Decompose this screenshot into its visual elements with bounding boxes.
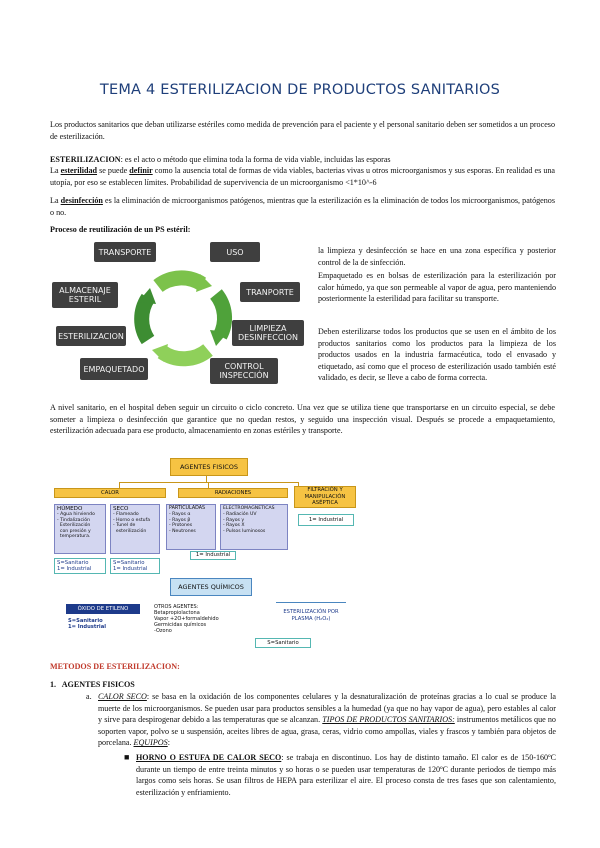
humedo-value: S=Sanitario 1= Industrial [54, 558, 106, 574]
bullet-icon: ■ [124, 752, 130, 762]
seco-value: S=Sanitario 1= Industrial [110, 558, 160, 574]
cycle-transporte: TRANSPORTE [94, 242, 156, 262]
desinfeccion-text: es la eliminación de microorganismos patógenos, mientras que la esterilización es la eliminación de todos los microorganismos, patógenos o no. [50, 196, 555, 217]
agentes-fisicos-header: AGENTES FISICOS [170, 458, 248, 476]
humedo-title: HÚMEDO [57, 506, 83, 512]
radiaciones-header: RADIACIONES [178, 488, 288, 498]
oxido-value: S=Sanitario 1= Industrial [68, 618, 106, 631]
otros-agentes-box [154, 604, 254, 650]
desinfeccion-pre: La [50, 196, 61, 205]
item-a-label: a. [86, 692, 92, 701]
cycle-uso: USO [210, 242, 260, 262]
esterilidad-text: como la ausencia total de formas de vida viables, bacterias vivas u otros microorganismos y sus esporas. En realidad es una utopía, por eso se establecen límites. Probabilidad de supervivencia de un microorganismo <1*10^-6 [50, 166, 556, 187]
calor-seco-text: : se basa en la oxidación de los componentes celulares y la desnaturalización de proteínas gracias a lo cual se produce la muerte de los microorganismos. Se pueden usar para productos sensibles a la humedad (ya que no hay vapor de agua), pero estables al calor y sirve para despirogenar debido a las temperaturas que se alcanzan. [98, 692, 556, 725]
seco-items: - Flameado - Horno o estufa - Tunel de esterilización [113, 512, 151, 534]
side-paragraph-1: la limpieza y desinfección se hace en una zona específica y posterior control de la de sinfección. [318, 246, 556, 267]
esterilizacion-term: ESTERILIZACION [50, 155, 121, 164]
cycle-esterilizacion: ESTERILIZACION [56, 326, 126, 346]
esterilidad-term: esterilidad [60, 166, 98, 175]
cycle-tranporte: TRANPORTE [240, 282, 300, 302]
otros-agentes-title: OTROS AGENTES: [154, 604, 199, 610]
seco-title: SECO [113, 506, 129, 512]
humedo-items: - Agua hirviendo - Tindalización Esterilización con presión y temperatura. [57, 512, 95, 540]
cycle-almacenaje: ALMACENAJE ESTERIL [52, 282, 118, 308]
horno-term: HORNO O ESTUFA DE CALOR SECO [136, 753, 282, 762]
particuladas-box [166, 504, 216, 550]
otros-agentes-items: Betapropiolactona Vapor +2O+formaldehido Germicidas químicos -Ozono [154, 610, 219, 635]
radiaciones-value: 1= Industrial [190, 551, 236, 560]
calor-seco-term: CALOR SECO [98, 692, 147, 701]
calor-seco-paragraph [98, 691, 556, 749]
cycle-limpieza: LIMPIEZA DESINFECCION [232, 320, 304, 346]
agents-diagram [50, 452, 358, 657]
document-title: TEMA 4 ESTERILIZACION DE PRODUCTOS SANITARIOS [99, 82, 501, 98]
cycle-control: CONTROL INSPECCIÓN [210, 358, 278, 384]
esterilizacion-definition [50, 154, 555, 166]
side-paragraph-3: Deben esterilizarse todos los productos que se usen en el ámbito de los productos sanitarios como los productos para la limpieza de los productos usados en la industria farmacéutica, todo el envasado y etiquetado, así como que el proceso de esterilización usado también esté validado, es decir, se lleve a cabo de forma correcta. [318, 327, 556, 383]
esterilidad-mid: se puede [97, 166, 130, 175]
section-agentes-fisicos [50, 679, 450, 691]
calor-header: CALOR [54, 488, 166, 498]
reuse-cycle-diagram [50, 234, 312, 389]
circuit-paragraph: A nivel sanitario, en el hospital deben seguir un circuito o ciclo concreto. Una vez que se utiliza tiene que transportarse en un circuito especial, se debe someter a limpieza o desinfección que garantice que no quedan restos, y seguido una inspección visual. Después se procede a empaquetamiento, esterilización adecuada para ese producto, almacenamiento en zonas estériles y transporte. [50, 403, 555, 436]
methods-heading-text: METODOS DE ESTERILIZACION: [50, 662, 180, 671]
electromagneticas-items: - Radiación UV - Rayos γ - Rayos X - Pulsos luminosos [223, 512, 266, 534]
esterilizacion-text: : es el acto o método que elimina toda la forma de vida viable, incluidas las esporas [120, 155, 391, 164]
equipos-colon: : [167, 738, 170, 748]
methods-heading [50, 661, 450, 673]
cycle-empaquetado: EMPAQUETADO [80, 358, 148, 380]
tipos-productos-label: TIPOS DE PRODUCTOS SANITARIOS: [322, 715, 455, 725]
desinfeccion-term: desinfección [60, 196, 103, 205]
oxido-header: ÓXIDO DE ETILENO [66, 604, 140, 614]
particuladas-title: PARTICULADAS [169, 506, 206, 511]
seco-box [110, 504, 160, 554]
equipos-label: EQUIPOS [133, 738, 168, 748]
agentes-quimicos-header: AGENTES QUÍMICOS [170, 578, 252, 596]
horno-text: : se trabaja en discontinuo. Los hay de distinto tamaño. El calor es de 150-160ºC durante un tiempo de entre treinta minutos y so horas o se pueden usar temperaturas de 120ºC durante periodos de tiempo más largos como seis horas. Se usan filtros de HEPA para esterilizar el aire. El proceso consta de tres fases que son calentamiento, esterilización y enfriamiento. [136, 753, 557, 797]
definir-term: definir [129, 166, 153, 175]
filtracion-value: 1= Industrial [298, 514, 354, 526]
electromagneticas-title: ELECTROMAGNETICAS [223, 506, 275, 511]
desinfeccion-definition [50, 195, 555, 218]
esterilidad-definition [50, 165, 555, 188]
filtracion-header: FILTRACIÓN Y MANIPULACIÓN ASÉPTICA [294, 486, 356, 508]
electromagneticas-box [220, 504, 288, 550]
tipos-productos-text: instrumentos metálicos que no soporten vapor, polvo se u suspensión, aceites libres de agua, grasa, ceras, vidrio como ampollas, viales y frascos y también para objetos de porcelana. [98, 715, 556, 748]
horno-paragraph [136, 752, 556, 798]
humedo-box [54, 504, 106, 554]
side-paragraph-2: Empaquetado es en bolsas de esterilización para la esterilización por calor húmedo, ya que son permeable al vapor de agua, pero manteniendo posteriormente la esterilidad para facilitar su transporte. [318, 271, 556, 304]
intro-paragraph: Los productos sanitarios que deban utilizarse estériles como medida de prevención para el paciente y el personal sanitario deben ser sometidos a un proceso de esterilización. [50, 120, 555, 141]
plasma-box: ESTERILIZACIÓN POR PLASMA (H₂O₂) [276, 602, 346, 628]
proceso-heading-text: Proceso de reutilización de un PS estéril: [50, 225, 191, 234]
section-agentes-fisicos-text: 1. AGENTES FISICOS [50, 680, 135, 689]
plasma-value: S=Sanitario [255, 638, 311, 648]
particuladas-items: - Rayos α - Rayos β - Protones - Neutrones [169, 512, 196, 534]
esterilidad-pre: La [50, 166, 61, 175]
